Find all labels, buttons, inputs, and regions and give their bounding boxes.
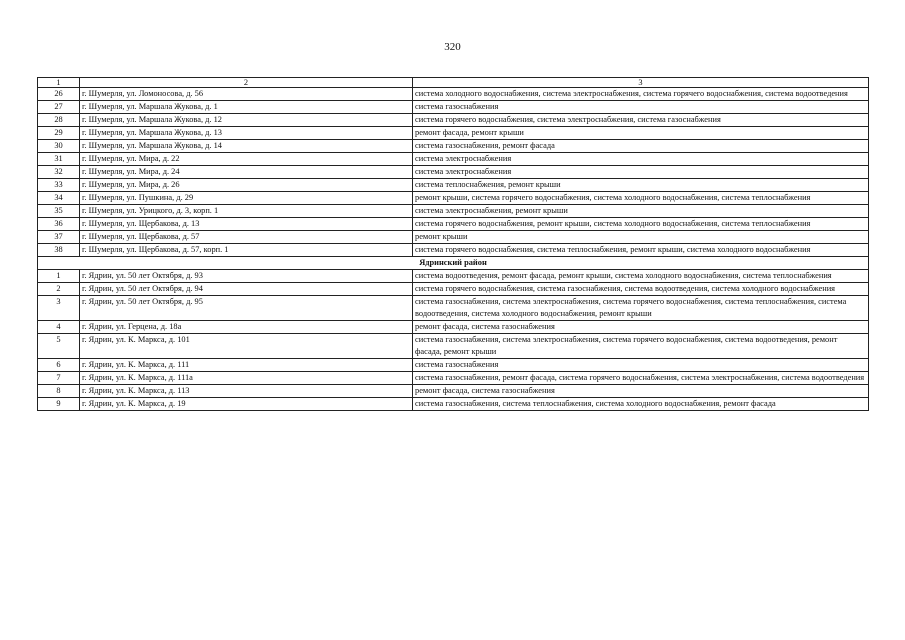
table-header-row — [38, 78, 869, 88]
row-number: 31 — [38, 153, 80, 166]
row-address: г. Шумерля, ул. Маршала Жукова, д. 13 — [80, 127, 413, 140]
row-work-types: ремонт фасада, ремонт крыши — [413, 127, 869, 140]
row-number: 36 — [38, 218, 80, 231]
row-work-types: система теплоснабжения, ремонт крыши — [413, 179, 869, 192]
row-work-types: система горячего водоснабжения, ремонт крыши, система холодного водоснабжения, система теплоснабжения — [413, 218, 869, 231]
row-work-types: система газоснабжения, ремонт фасада, система горячего водоснабжения, система электроснабжения, система водоотведения — [413, 372, 869, 385]
table-row — [38, 153, 869, 166]
table-row — [38, 205, 869, 218]
row-number: 35 — [38, 205, 80, 218]
row-address: г. Шумерля, ул. Пушкина, д. 29 — [80, 192, 413, 205]
row-number: 33 — [38, 179, 80, 192]
row-number: 38 — [38, 244, 80, 257]
row-work-types: система водоотведения, ремонт фасада, ремонт крыши, система холодного водоснабжения, система теплоснабжения — [413, 270, 869, 283]
row-number: 37 — [38, 231, 80, 244]
row-address: г. Шумерля, ул. Щербакова, д. 57, корп. 1 — [80, 244, 413, 257]
yadrin-rows — [38, 270, 869, 411]
row-number: 30 — [38, 140, 80, 153]
row-address: г. Ядрин, ул. 50 лет Октября, д. 94 — [80, 283, 413, 296]
row-address: г. Ядрин, ул. 50 лет Октября, д. 93 — [80, 270, 413, 283]
row-number: 32 — [38, 166, 80, 179]
table-row — [38, 270, 869, 283]
row-work-types: система газоснабжения — [413, 359, 869, 372]
row-number: 9 — [38, 398, 80, 411]
table-row — [38, 231, 869, 244]
repair-register-table — [37, 77, 869, 411]
table-row — [38, 334, 869, 359]
table-row — [38, 372, 869, 385]
row-work-types: система горячего водоснабжения, система теплоснабжения, ремонт крыши, система холодного водоснабжения — [413, 244, 869, 257]
row-address: г. Шумерля, ул. Маршала Жукова, д. 14 — [80, 140, 413, 153]
row-work-types: ремонт фасада, система газоснабжения — [413, 321, 869, 334]
row-work-types: система горячего водоснабжения, система газоснабжения, система водоотведения, система холодного водоснабжения — [413, 283, 869, 296]
row-number: 3 — [38, 296, 80, 321]
row-work-types: система электроснабжения, ремонт крыши — [413, 205, 869, 218]
table-row — [38, 218, 869, 231]
row-number: 2 — [38, 283, 80, 296]
row-work-types: система газоснабжения — [413, 101, 869, 114]
row-number: 1 — [38, 270, 80, 283]
table-row — [38, 88, 869, 101]
row-address: г. Ядрин, ул. К. Маркса, д. 113 — [80, 385, 413, 398]
row-work-types: ремонт крыши — [413, 231, 869, 244]
row-number: 4 — [38, 321, 80, 334]
row-address: г. Шумерля, ул. Мира, д. 26 — [80, 179, 413, 192]
table-row — [38, 385, 869, 398]
row-work-types: ремонт крыши, система горячего водоснабжения, система холодного водоснабжения, система теплоснабжения — [413, 192, 869, 205]
row-address: г. Шумерля, ул. Щербакова, д. 57 — [80, 231, 413, 244]
table-row — [38, 166, 869, 179]
table-row — [38, 398, 869, 411]
column-header-1: 1 — [38, 78, 80, 88]
row-address: г. Ядрин, ул. К. Маркса, д. 19 — [80, 398, 413, 411]
table-row — [38, 140, 869, 153]
row-address: г. Шумерля, ул. Маршала Жукова, д. 1 — [80, 101, 413, 114]
row-number: 29 — [38, 127, 80, 140]
table-row — [38, 114, 869, 127]
row-number: 7 — [38, 372, 80, 385]
table-row — [38, 244, 869, 257]
row-address: г. Шумерля, ул. Урицкого, д. 3, корп. 1 — [80, 205, 413, 218]
table-row — [38, 321, 869, 334]
row-work-types: система газоснабжения, система электроснабжения, система горячего водоснабжения, система водоотведения, ремонт фасада, ремонт крыши — [413, 334, 869, 359]
row-work-types: система газоснабжения, система электроснабжения, система горячего водоснабжения, система теплоснабжения, система водоотведения, система холодного водоснабжения, ремонт крыши — [413, 296, 869, 321]
row-address: г. Шумерля, ул. Мира, д. 22 — [80, 153, 413, 166]
page-number: 320 — [444, 41, 461, 53]
row-work-types: система горячего водоснабжения, система электроснабжения, система газоснабжения — [413, 114, 869, 127]
row-number: 6 — [38, 359, 80, 372]
row-address: г. Шумерля, ул. Маршала Жукова, д. 12 — [80, 114, 413, 127]
row-work-types: система холодного водоснабжения, система электроснабжения, система горячего водоснабжения, система водоотведения — [413, 88, 869, 101]
row-number: 26 — [38, 88, 80, 101]
table-row — [38, 179, 869, 192]
row-address: г. Ядрин, ул. К. Маркса, д. 111а — [80, 372, 413, 385]
row-address: г. Ядрин, ул. К. Маркса, д. 101 — [80, 334, 413, 359]
section-row — [38, 257, 869, 270]
row-address: г. Ядрин, ул. К. Маркса, д. 111 — [80, 359, 413, 372]
row-work-types: система газоснабжения, ремонт фасада — [413, 140, 869, 153]
row-address: г. Шумерля, ул. Ломоносова, д. 56 — [80, 88, 413, 101]
column-header-2: 2 — [80, 78, 413, 88]
row-address: г. Ядрин, ул. 50 лет Октября, д. 95 — [80, 296, 413, 321]
shumerlya-rows — [38, 88, 869, 257]
row-work-types: система газоснабжения, система теплоснабжения, система холодного водоснабжения, ремонт фасада — [413, 398, 869, 411]
row-work-types: ремонт фасада, система газоснабжения — [413, 385, 869, 398]
row-number: 28 — [38, 114, 80, 127]
column-header-3: 3 — [413, 78, 869, 88]
row-address: г. Шумерля, ул. Мира, д. 24 — [80, 166, 413, 179]
row-number: 34 — [38, 192, 80, 205]
table-row — [38, 296, 869, 321]
table-row — [38, 359, 869, 372]
row-number: 8 — [38, 385, 80, 398]
row-number: 27 — [38, 101, 80, 114]
table-row — [38, 127, 869, 140]
row-address: г. Шумерля, ул. Щербакова, д. 13 — [80, 218, 413, 231]
table-row — [38, 101, 869, 114]
row-work-types: система электроснабжения — [413, 166, 869, 179]
row-work-types: система электроснабжения — [413, 153, 869, 166]
table-row — [38, 192, 869, 205]
table-row — [38, 283, 869, 296]
row-address: г. Ядрин, ул. Герцена, д. 18а — [80, 321, 413, 334]
section-title: Ядринский район — [38, 257, 869, 270]
row-number: 5 — [38, 334, 80, 359]
